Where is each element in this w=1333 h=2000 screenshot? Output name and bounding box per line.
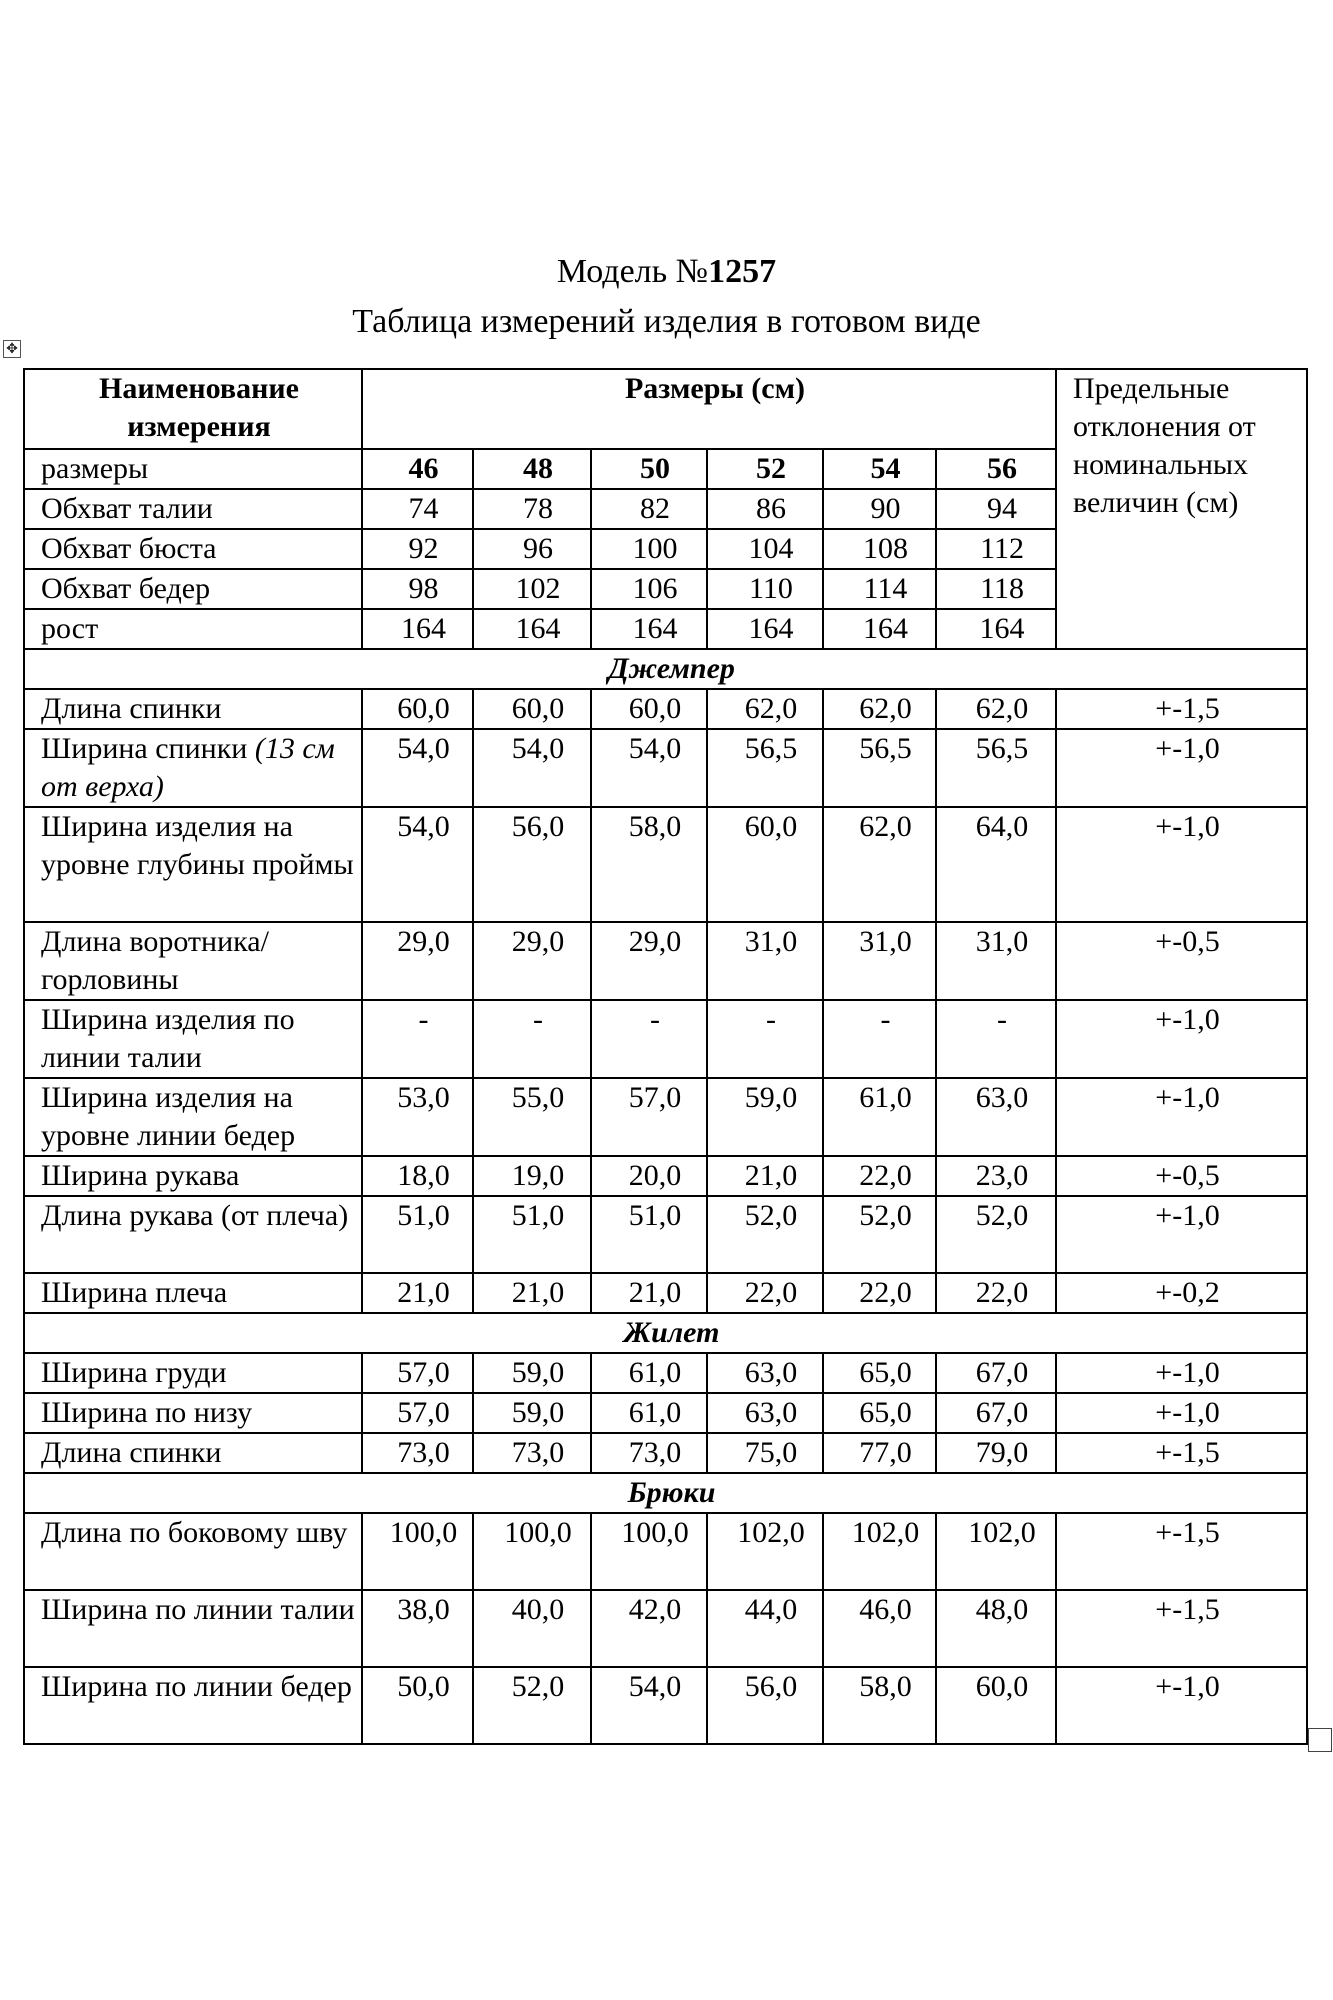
measure-value: 56,5 [707, 729, 823, 807]
measure-label-cell [24, 922, 362, 1000]
table-row [24, 922, 1307, 1000]
measure-label: Ширина изделия на уровне линии бедер [41, 1081, 296, 1152]
header-sizes: Размеры (см) [362, 369, 1056, 449]
tolerance-value: +-1,0 [1056, 1393, 1307, 1433]
measure-value: 22,0 [823, 1156, 936, 1196]
body-measure-value: 100 [591, 529, 707, 569]
measure-label-cell [24, 729, 362, 807]
tolerance-value: +-1,0 [1056, 807, 1307, 922]
measure-value: 19,0 [473, 1156, 591, 1196]
table-row [24, 649, 1307, 689]
measure-value: 60,0 [362, 689, 473, 729]
body-measure-value: 104 [707, 529, 823, 569]
measure-value: 20,0 [591, 1156, 707, 1196]
measure-label-cell [24, 807, 362, 922]
measure-value: 62,0 [823, 689, 936, 729]
measure-value: 23,0 [936, 1156, 1056, 1196]
tolerance-value: +-1,0 [1056, 1667, 1307, 1744]
table-row [24, 1473, 1307, 1513]
measure-label-cell [24, 1156, 362, 1196]
tolerance-value: +-1,0 [1056, 1000, 1307, 1078]
measure-value: 60,0 [473, 689, 591, 729]
measure-value: 59,0 [707, 1078, 823, 1156]
tolerance-value: +-0,2 [1056, 1273, 1307, 1313]
body-measure-label: рост [24, 609, 362, 649]
table-row [24, 1590, 1307, 1667]
measure-value: 63,0 [936, 1078, 1056, 1156]
body-measure-value: 82 [591, 489, 707, 529]
measure-value: 53,0 [362, 1078, 473, 1156]
measure-label-cell [24, 689, 362, 729]
measure-value: 56,0 [473, 807, 591, 922]
measure-value: 61,0 [823, 1078, 936, 1156]
measure-label: Длина спинки [41, 1436, 222, 1469]
measure-label: Ширина груди [41, 1356, 227, 1389]
measure-value: 60,0 [591, 689, 707, 729]
model-title [0, 252, 1333, 292]
measure-value: 38,0 [362, 1590, 473, 1667]
table-row [24, 729, 1307, 807]
measure-value: 60,0 [936, 1667, 1056, 1744]
measure-label-cell [24, 1433, 362, 1473]
measure-label-cell [24, 1667, 362, 1744]
table-row [24, 1313, 1307, 1353]
measure-value: 64,0 [936, 807, 1056, 922]
measure-value: 59,0 [473, 1353, 591, 1393]
measure-value: 52,0 [936, 1196, 1056, 1273]
table-row [24, 689, 1307, 729]
measure-value: 46,0 [823, 1590, 936, 1667]
table-row [24, 1393, 1307, 1433]
measure-label: Ширина изделия на уровне глубины проймы [41, 810, 354, 881]
resize-icon[interactable] [1308, 1728, 1332, 1752]
measure-value: 51,0 [362, 1196, 473, 1273]
body-measure-value: 164 [823, 609, 936, 649]
body-measure-value: 164 [473, 609, 591, 649]
body-measure-value: 164 [936, 609, 1056, 649]
size-header: 46 [362, 449, 473, 489]
measure-value: 42,0 [591, 1590, 707, 1667]
measure-value: 100,0 [362, 1513, 473, 1590]
measure-value: 44,0 [707, 1590, 823, 1667]
measure-value: 54,0 [591, 1667, 707, 1744]
measure-value: 100,0 [591, 1513, 707, 1590]
tolerance-value: +-1,5 [1056, 1433, 1307, 1473]
tolerance-value: +-1,0 [1056, 1078, 1307, 1156]
measure-value: 31,0 [707, 922, 823, 1000]
measure-value: 54,0 [473, 729, 591, 807]
body-measure-label: Обхват талии [24, 489, 362, 529]
measure-label: Ширина спинки [41, 732, 255, 765]
measure-value: 22,0 [707, 1273, 823, 1313]
table-row [24, 1353, 1307, 1393]
measure-value: 73,0 [473, 1433, 591, 1473]
body-measure-value: 98 [362, 569, 473, 609]
body-measure-value: 108 [823, 529, 936, 569]
measure-value: 29,0 [473, 922, 591, 1000]
measure-value: 29,0 [591, 922, 707, 1000]
measure-value: 73,0 [591, 1433, 707, 1473]
body-measure-value: 164 [707, 609, 823, 649]
measurement-table [23, 368, 1308, 1745]
measure-label: Ширина изделия по линии талии [41, 1003, 295, 1074]
measure-label: Длина по боковому шву [41, 1516, 348, 1549]
measure-value: 65,0 [823, 1393, 936, 1433]
measure-label: Ширина по линии талии [41, 1593, 355, 1626]
header-tolerance: Предельные отклонения от номинальных величин (см) [1056, 369, 1307, 649]
measure-label-cell [24, 1393, 362, 1433]
measure-value: - [473, 1000, 591, 1078]
body-measure-label: Обхват бюста [24, 529, 362, 569]
measure-value: 56,5 [936, 729, 1056, 807]
measure-value: 54,0 [591, 729, 707, 807]
measure-value: 63,0 [707, 1353, 823, 1393]
measure-value: 51,0 [473, 1196, 591, 1273]
body-measure-value: 164 [362, 609, 473, 649]
measure-value: 75,0 [707, 1433, 823, 1473]
size-header: 50 [591, 449, 707, 489]
size-header: 54 [823, 449, 936, 489]
table-row [24, 1433, 1307, 1473]
measure-value: - [591, 1000, 707, 1078]
body-measure-label: Обхват бедер [24, 569, 362, 609]
model-number: 1257 [708, 253, 777, 290]
measure-label-cell [24, 1273, 362, 1313]
tolerance-value: +-1,0 [1056, 1196, 1307, 1273]
measure-value: 52,0 [707, 1196, 823, 1273]
measure-value: 58,0 [591, 807, 707, 922]
measure-value: 21,0 [362, 1273, 473, 1313]
body-measure-value: 114 [823, 569, 936, 609]
measure-value: 21,0 [473, 1273, 591, 1313]
move-icon[interactable]: ✥ [3, 340, 21, 358]
measure-value: 61,0 [591, 1393, 707, 1433]
header-name: Наименование измерения [24, 369, 362, 449]
measure-value: - [707, 1000, 823, 1078]
measure-label: Длина рукава (от плеча) [41, 1199, 349, 1232]
measure-value: 21,0 [591, 1273, 707, 1313]
measure-value: 57,0 [362, 1393, 473, 1433]
measure-label: Длина спинки [41, 692, 222, 725]
measure-value: 67,0 [936, 1353, 1056, 1393]
model-title-prefix: Модель № [556, 253, 709, 290]
table-row [24, 1273, 1307, 1313]
measure-label-cell [24, 1353, 362, 1393]
section-header: Жилет [24, 1313, 1307, 1353]
measure-value: 55,0 [473, 1078, 591, 1156]
measure-label: Ширина по низу [41, 1396, 253, 1429]
body-measure-value: 112 [936, 529, 1056, 569]
measure-value: 65,0 [823, 1353, 936, 1393]
measure-label-cell [24, 1078, 362, 1156]
table-row [24, 369, 1307, 449]
section-header: Брюки [24, 1473, 1307, 1513]
body-measure-value: 102 [473, 569, 591, 609]
measure-value: 102,0 [936, 1513, 1056, 1590]
table-subtitle: Таблица измерений изделия в готовом виде [352, 303, 981, 340]
measure-value: 79,0 [936, 1433, 1056, 1473]
size-header: 48 [473, 449, 591, 489]
measure-value: 22,0 [823, 1273, 936, 1313]
tolerance-value: +-1,5 [1056, 689, 1307, 729]
size-header: 52 [707, 449, 823, 489]
measure-value: 48,0 [936, 1590, 1056, 1667]
table-row [24, 1196, 1307, 1273]
body-measure-value: 94 [936, 489, 1056, 529]
body-measure-value: 92 [362, 529, 473, 569]
measure-value: 63,0 [707, 1393, 823, 1433]
body-measure-value: 90 [823, 489, 936, 529]
measure-note: (13 см от верха) [41, 732, 335, 803]
measure-value: 29,0 [362, 922, 473, 1000]
measure-value: 102,0 [823, 1513, 936, 1590]
body-measure-value: 86 [707, 489, 823, 529]
table-row [24, 1000, 1307, 1078]
body-measure-value: 164 [591, 609, 707, 649]
measure-value: 21,0 [707, 1156, 823, 1196]
measure-value: 31,0 [823, 922, 936, 1000]
measure-value: 40,0 [473, 1590, 591, 1667]
measure-label: Длина воротника/горловины [41, 925, 269, 996]
measure-value: 54,0 [362, 807, 473, 922]
measure-value: 67,0 [936, 1393, 1056, 1433]
measure-value: 31,0 [936, 922, 1056, 1000]
section-header: Джемпер [24, 649, 1307, 689]
measure-value: 102,0 [707, 1513, 823, 1590]
body-measure-value: 106 [591, 569, 707, 609]
measure-value: 56,0 [707, 1667, 823, 1744]
measure-label-cell [24, 1000, 362, 1078]
measure-value: 54,0 [362, 729, 473, 807]
body-measure-value: 110 [707, 569, 823, 609]
measure-value: 73,0 [362, 1433, 473, 1473]
measure-value: 100,0 [473, 1513, 591, 1590]
measure-value: 18,0 [362, 1156, 473, 1196]
measure-value: 61,0 [591, 1353, 707, 1393]
measure-value: - [362, 1000, 473, 1078]
tolerance-value: +-0,5 [1056, 922, 1307, 1000]
size-header: 56 [936, 449, 1056, 489]
measure-value: 60,0 [707, 807, 823, 922]
tolerance-value: +-1,5 [1056, 1513, 1307, 1590]
measure-value: 59,0 [473, 1393, 591, 1433]
body-measure-value: 78 [473, 489, 591, 529]
size-row-label: размеры [24, 449, 362, 489]
measure-label-cell [24, 1513, 362, 1590]
measure-label-cell [24, 1196, 362, 1273]
measure-value: 62,0 [823, 807, 936, 922]
measure-value: 57,0 [362, 1353, 473, 1393]
tolerance-value: +-1,0 [1056, 1353, 1307, 1393]
measure-value: 22,0 [936, 1273, 1056, 1313]
measure-value: 77,0 [823, 1433, 936, 1473]
tolerance-value: +-1,5 [1056, 1590, 1307, 1667]
measure-value: 62,0 [707, 689, 823, 729]
measure-value: 56,5 [823, 729, 936, 807]
measure-value: 62,0 [936, 689, 1056, 729]
table-row [24, 1667, 1307, 1744]
measure-value: - [823, 1000, 936, 1078]
measure-value: 58,0 [823, 1667, 936, 1744]
measure-label: Ширина рукава [41, 1159, 240, 1192]
table-row [24, 1078, 1307, 1156]
measure-label: Ширина плеча [41, 1276, 228, 1309]
measure-value: 52,0 [823, 1196, 936, 1273]
body-measure-value: 74 [362, 489, 473, 529]
measure-value: - [936, 1000, 1056, 1078]
table-row [24, 1156, 1307, 1196]
measure-label-cell [24, 1590, 362, 1667]
measure-value: 57,0 [591, 1078, 707, 1156]
measure-label: Ширина по линии бедер [41, 1670, 352, 1703]
body-measure-value: 118 [936, 569, 1056, 609]
tolerance-value: +-1,0 [1056, 729, 1307, 807]
measure-value: 51,0 [591, 1196, 707, 1273]
body-measure-value: 96 [473, 529, 591, 569]
measure-value: 52,0 [473, 1667, 591, 1744]
measure-value: 50,0 [362, 1667, 473, 1744]
table-row [24, 807, 1307, 922]
table-row [24, 1513, 1307, 1590]
tolerance-value: +-0,5 [1056, 1156, 1307, 1196]
